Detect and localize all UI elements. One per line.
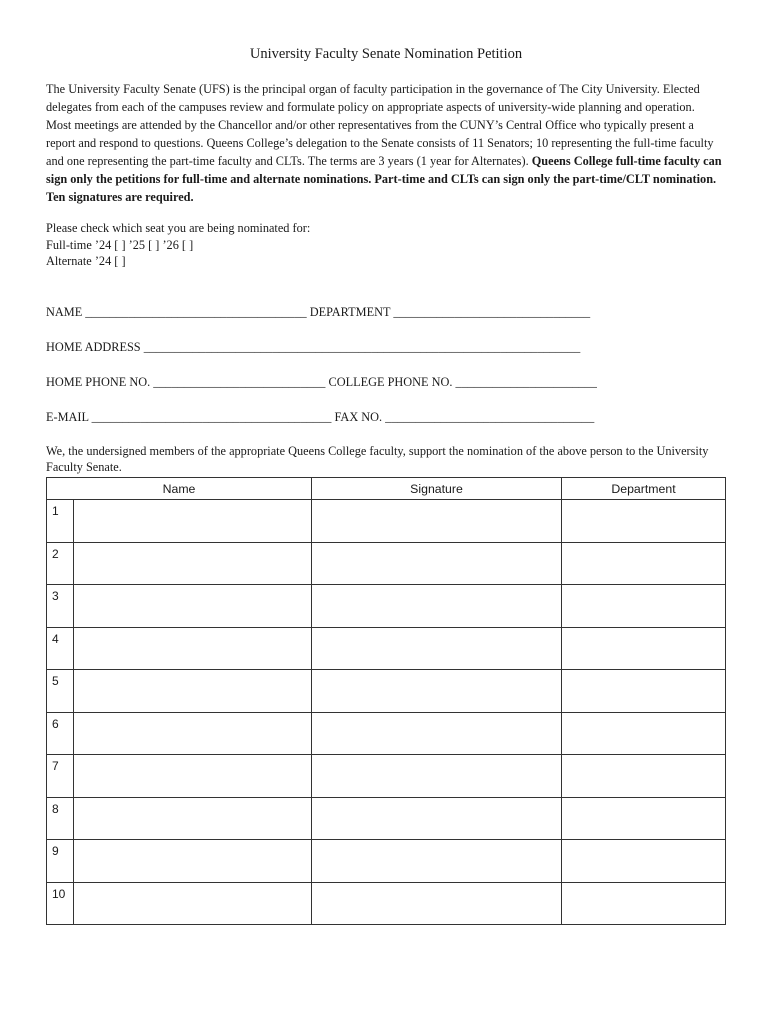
header-name: Name	[47, 478, 312, 500]
table-row	[47, 500, 726, 543]
header-signature: Signature	[312, 478, 562, 500]
department-cell[interactable]	[562, 585, 726, 628]
signature-cell[interactable]	[312, 542, 562, 585]
signature-cell[interactable]	[312, 797, 562, 840]
department-cell[interactable]	[562, 882, 726, 925]
seat-prompt: Please check which seat you are being nominated for:	[46, 221, 311, 235]
signature-cell[interactable]	[312, 712, 562, 755]
name-cell[interactable]	[74, 797, 312, 840]
email-fax-fields[interactable]: E-MAIL _______________________________________ FAX NO. __________________________________	[46, 410, 595, 424]
department-cell[interactable]	[562, 542, 726, 585]
table-row	[47, 542, 726, 585]
department-cell[interactable]	[562, 840, 726, 883]
department-cell[interactable]	[562, 627, 726, 670]
phone-fields[interactable]: HOME PHONE NO. ____________________________ COLLEGE PHONE NO. _______________________	[46, 375, 597, 389]
signature-cell[interactable]	[312, 882, 562, 925]
row-number: 2	[47, 542, 74, 585]
row-number: 3	[47, 585, 74, 628]
support-statement: We, the undersigned members of the appropriate Queens College faculty, support the nomination of the above person to the University Faculty Senate.	[46, 444, 709, 474]
table-row	[47, 712, 726, 755]
row-number: 8	[47, 797, 74, 840]
signature-table	[46, 477, 726, 925]
name-cell[interactable]	[74, 755, 312, 798]
name-cell[interactable]	[74, 500, 312, 543]
table-row	[47, 755, 726, 798]
table-row	[47, 670, 726, 713]
table-header-row	[47, 478, 726, 500]
signature-cell[interactable]	[312, 627, 562, 670]
table-row	[47, 840, 726, 883]
signature-cell[interactable]	[312, 755, 562, 798]
department-cell[interactable]	[562, 712, 726, 755]
name-cell[interactable]	[74, 627, 312, 670]
department-cell[interactable]	[562, 755, 726, 798]
row-number: 1	[47, 500, 74, 543]
name-cell[interactable]	[74, 585, 312, 628]
table-row	[47, 585, 726, 628]
row-number: 4	[47, 627, 74, 670]
signature-cell[interactable]	[312, 670, 562, 713]
signature-cell[interactable]	[312, 500, 562, 543]
department-cell[interactable]	[562, 797, 726, 840]
intro-bold-text: Queens College full-time faculty can sign only the petitions for full-time and alternate nominations. Part-time and CLTs can sign only the part-time/CLT nomination. Ten signatures are required.	[46, 154, 722, 204]
name-cell[interactable]	[74, 542, 312, 585]
name-cell[interactable]	[74, 712, 312, 755]
table-row	[47, 627, 726, 670]
row-number: 6	[47, 712, 74, 755]
name-cell[interactable]	[74, 882, 312, 925]
department-cell[interactable]	[562, 670, 726, 713]
seat-fulltime-options[interactable]: Full-time ’24 [ ] ’25 [ ] ’26 [ ]	[46, 237, 194, 252]
signature-rows	[47, 500, 726, 925]
row-number: 5	[47, 670, 74, 713]
intro-paragraph	[46, 80, 722, 206]
name-cell[interactable]	[74, 670, 312, 713]
home-address-field[interactable]: HOME ADDRESS _______________________________________________________________________	[46, 340, 581, 354]
intro-text: The University Faculty Senate (UFS) is the principal organ of faculty participation in the governance of The City University. Elected delegates from each of the campuses review and formulate policy on appropriate aspects of university-wide planning and operation. Most meetings are attended by the Chancellor and/or other representatives from the CUNY’s Central Office who typically present a report and respond to questions. Queens College’s delegation to the Senate consists of 11 Senators; 10 representing the full-time faculty and one representing the part-time faculty and CLTs. The terms are 3 years (1 year for Alternates).	[46, 82, 714, 168]
seat-selection	[46, 220, 310, 270]
table-row	[47, 882, 726, 925]
signature-cell[interactable]	[312, 840, 562, 883]
row-number: 9	[47, 840, 74, 883]
page-title: University Faculty Senate Nomination Petition	[249, 46, 523, 62]
department-cell[interactable]	[562, 500, 726, 543]
table-row	[47, 797, 726, 840]
signature-cell[interactable]	[312, 585, 562, 628]
row-number: 10	[47, 882, 74, 925]
name-cell[interactable]	[74, 840, 312, 883]
row-number: 7	[47, 755, 74, 798]
seat-alternate-option[interactable]: Alternate ’24 [ ]	[46, 254, 126, 268]
name-department-field[interactable]: NAME ____________________________________ DEPARTMENT ________________________________	[46, 305, 591, 319]
header-department: Department	[562, 478, 726, 500]
